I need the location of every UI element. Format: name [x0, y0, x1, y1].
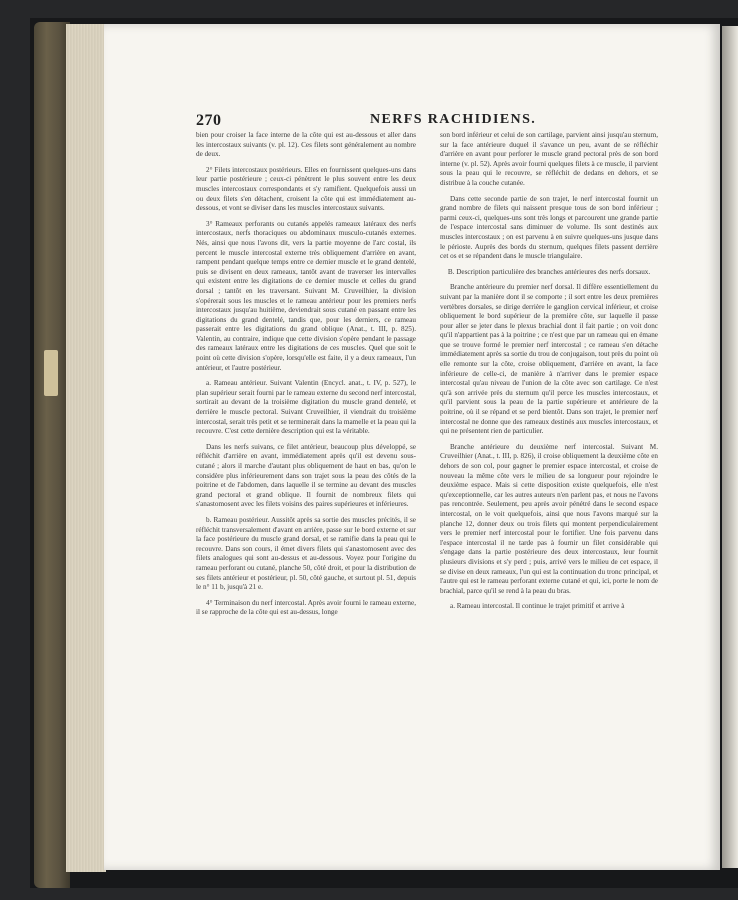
paragraph: 2° Filets intercostaux postérieurs. Elles en fournissent quelques-uns dans leur partie postérieure ; ceux-ci pénètrent le plus souvent entre les deux muscles intercostaux correspondants et s'y ramifient. Quelquefois aussi un ou deux filets s'en détachent, croisent la côte qui est immédiatement au-dessous, et vont se diviser dans les muscles intercostaux suivants.	[196, 165, 416, 213]
left-column	[196, 131, 416, 624]
right-column	[440, 131, 658, 618]
book-spine	[34, 22, 70, 888]
paragraph: son bord inférieur et celui de son cartilage, parvient ainsi jusqu'au sternum, sur la face antérieure duquel il s'avance un peu, avant de se réfléchir d'arrière en avant pour perforer le muscle grand pectoral près de son bord interne (v. pl. 52). Après avoir fourni quelques filets à ce muscle, il parvient sous la peau qui le recouvre, se réfléchit de dedans en dehors, et se distribue à la couche cutanée.	[440, 131, 658, 187]
paragraph: bien pour croiser la face interne de la côte qui est au-dessous et aller dans les intercostaux suivants (v. pl. 12). Ces filets sont généralement au nombre de deux.	[196, 131, 416, 159]
page-header	[196, 112, 660, 128]
facing-page-edge	[722, 26, 738, 868]
paragraph: b. Rameau postérieur. Aussitôt après sa sortie des muscles précités, il se réfléchit transversalement d'avant en arrière, passe sur le bord externe et sur la face postérieure du muscle grand dorsal, et se ramifie dans la peau qui le recouvre. Dans son cours, il émet divers filets qui s'anastomosent avec des filets analogues qui sont au-dessus et au-dessous. Voyez pour l'origine du rameau perforant ou cutané, planche 50, côté droit, et pour la distribution de ses filets antérieur et postérieur, pl. 50, côté gauche, et surtout pl. 51, depuis le n° 11 b, jusqu'à 21 e.	[196, 515, 416, 592]
paragraph: Dans cette seconde partie de son trajet, le nerf intercostal fournit un grand nombre de filets qui naissent presque tous de son bord inférieur ; parmi ceux-ci, quelques-uns sont très longs et parcourent une grande partie de l'espace intercostal sans diminuer de volume. Ils sont destinés aux muscles intercostaux ; on est parvenu à en suivre quelques-uns jusque dans le périoste. Auprès des bords du sternum, quelques filets passent derrière cet os et se répandent dans le muscle triangulaire.	[440, 194, 658, 261]
page-number: 270	[196, 112, 222, 129]
spine-label	[44, 350, 58, 396]
paragraph: 4° Terminaison du nerf intercostal. Après avoir fourni le rameau externe, il se rapproche de la côte qui est au-dessus, longe	[196, 598, 416, 617]
paragraph: a. Rameau antérieur. Suivant Valentin (Encycl. anat., t. IV, p. 527), le plan supérieur serait fourni par le rameau externe du second nerf intercostal, sortirait au devant de la troisième digitation du muscle grand dentelé, et derrière le muscle pectoral. Suivant Cruveilhier, il viendrait du troisième intercostal, serait très petit et se terminerait dans la mamelle et la peau qui la recouvre. C'est cette dernière description qui est la véritable.	[196, 379, 416, 436]
paragraph: Branche antérieure du premier nerf dorsal. Il diffère essentiellement du suivant par la manière dont il se comporte ; il sort entre les deux premières vertèbres dorsales, se dirige derrière le ganglion cervical inférieur, et croise obliquement le bord supérieur de la première côte, sur laquelle il passe pour aller se jeter dans le plexus brachial dont il fait partie ; on voit donc qu'il n'appartient pas à la poitrine ; ce n'est que par un rameau qui en émane que se trouve formé le premier nerf intercostal ; ce rameau s'en détache immédiatement après sa sortie du trou de conjugaison, tout près du point où elle remonte sur la côte, croise obliquement, d'arrière en avant, la face inférieure de celle-ci, de manière à n'arriver dans le premier espace intercostal qu'au niveau de l'union de la côte avec son cartilage. Ce n'est qu'à son arrivée près du sternum qu'il perce les muscles intercostaux, et qu'il parvient sous la peau de la partie supérieure et antérieure de la poitrine, où il se répand et se perd bientôt. Dans son trajet, le premier nerf intercostal ne donne que des rameaux destinés aux muscles intercostaux, et qui ne présentent rien de particulier.	[440, 283, 658, 436]
paragraph: Dans les nerfs suivans, ce filet antérieur, beaucoup plus développé, se réfléchit d'arrière en avant, immédiatement après qu'il est devenu sous-cutané ; alors il marche d'autant plus obliquement de haut en bas, qu'on le considère plus inférieurement dans son trajet sous la peau des côtés de la poitrine et de l'abdomen, dans laquelle il se termine au devant des muscles grand pectoral et grand oblique. Il fournit de nombreux filets qui s'anastomosent avec les filets voisins des paires supérieures et inférieures.	[196, 442, 416, 509]
running-title: NERFS RACHIDIENS.	[370, 112, 537, 127]
page-edges	[66, 24, 106, 872]
paragraph: 3° Rameaux perforants ou cutanés appelés rameaux latéraux des nerfs intercostaux, nerfs thoraciques ou abdominaux musculo-cutanés externes. Nés, ainsi que nous l'avons dit, vers la partie moyenne de l'arc costal, ils percent le muscle intercostal externe très obliquement d'arrière en avant, rampent pendant quelque temps entre ce dernier muscle et le grand dentelé, puis se divisent en deux rameaux, tantôt avant de traverser les intervalles qui existent entre les digitations de ce dernier muscle et celles du grand dorsal ; tantôt en les traversant. Suivant M. Cruveilhier, la division s'opérerait sous les muscles et le rameau antérieur pour les premiers nerfs intercostaux jusqu'au huitième, deviendrait sous cutané en passant entre les digitations du grand dentelé, tandis que, pour les derniers, ce rameau passerait entre les digitations du grand oblique (Anat., t. III, p. 825). Valentin, au contraire, indique que cette division s'opère pendant le passage des rameaux latéraux entre les digitations de ces muscles. Quel que soit le point où cette division s'opère, lorsqu'elle est faite, il y a deux rameaux, l'un antérieur, et l'autre postérieur.	[196, 219, 416, 372]
section-heading: B. Description particulière des branches antérieures des nerfs dorsaux.	[447, 267, 651, 276]
paragraph: a. Rameau intercostal. Il continue le trajet primitif et arrive à	[450, 602, 625, 611]
paragraph: Branche antérieure du deuxième nerf intercostal. Suivant M. Cruveilhier (Anat., t. III, p. 826), il croise obliquement la deuxième côte en dehors de son col, pour gagner le premier espace intercostal, et croise de nouveau la même côte vers le milieu de sa longueur pour rejoindre le deuxième espace. Mais si cette disposition existe quelquefois, elle n'est qu'exceptionnelle, car les autres auteurs n'en parlent pas, et nous ne l'avons pas rencontrée. Seulement, peu après avoir pénétré dans le second espace intercostal, on le voit quelquefois, ainsi que nous l'avons marqué sur la planche 12, donner deux ou trois filets qui montent perpendiculairement vers le premier nerf intercostal pour le fortifier. Une fois parvenu dans l'espace intercostal il ne tarde pas à fournir un filet considérable qui s'engage dans la partie postérieure des deux intercostaux, leur fournit plusieurs divisions et s'y perd ; puis, arrivé vers le milieu de cet espace, il se divise en deux rameaux, l'un qui est la continuation du tronc principal, et l'autre qui est le rameau perforant externe cutané et qui, ici, porte le nom de brachial, parce qu'il se rend à la peau du bras.	[440, 442, 658, 595]
